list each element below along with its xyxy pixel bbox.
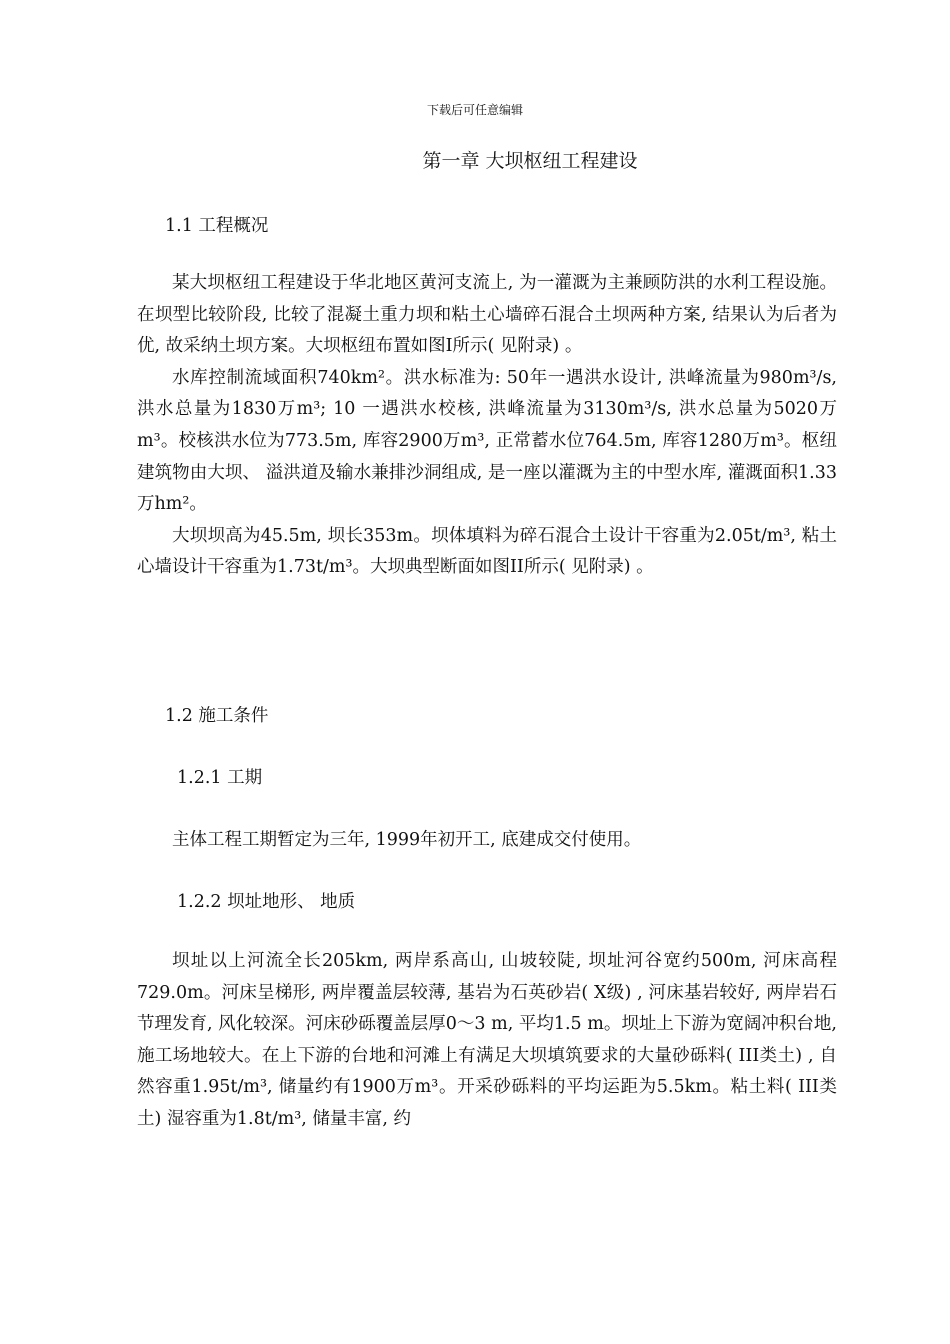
paragraph-schedule: 主体工程工期暂定为三年, 1999年初开工, 底建成交付使用。 xyxy=(172,830,642,850)
section-heading-1-2-2: 1.2.2 坝址地形、 地质 xyxy=(177,892,356,912)
paragraph-reservoir-data: 水库控制流域面积740km²。洪水标准为: 50年一遇洪水设计, 洪峰流量为980m³/s, 洪水总量为1830万m³; 10 一遇洪水校核, 洪峰流量为3130m³/s, 洪水总量为5020万m³。校核洪水位为773.5m, 库容2900万m³, 正常蓄水位764.5m, 库容1280万m³。枢纽建筑物由大坝、 溢洪道及输水兼排沙洞组成, 是一座以灌溉为主的中型水库, 灌溉面积1.33万hm²。 xyxy=(137,367,837,515)
paragraph-topography-geology: 坝址以上河流全长205km, 两岸系高山, 山坡较陡, 坝址河谷宽约500m, 河床高程729.0m。河床呈梯形, 两岸覆盖层较薄, 基岩为石英砂岩( X级) , 河床基岩较好, 两岸岩石节理发育, 风化较深。河床砂砾覆盖层厚0～3 m, 平均1.5 m。坝址上下游为宽阔冲积台地, 施工场地较大。在上下游的台地和河滩上有满足大坝填筑要求的大量砂砾料( III类土) , 自然容重1.95t/m³, 储量约有1900万m³。开采砂砾料的平均运距为5.5km。粘土料( III类土) 湿容重为1.8t/m³, 储量丰富, 约 xyxy=(137,951,837,1129)
paragraph-project-overview: 某大坝枢纽工程建设于华北地区黄河支流上, 为一灌溉为主兼顾防洪的水利工程设施。在坝型比较阶段, 比较了混凝土重力坝和粘土心墙碎石混合土坝两种方案, 结果认为后者为优, 故采纳土坝方案。大坝枢纽布置如图Ⅰ所示( 见附录) 。 xyxy=(137,273,837,357)
section-1-2-2-body xyxy=(137,946,837,1136)
section-1-1-body xyxy=(137,268,837,584)
chapter-title: 第一章 大坝枢纽工程建设 xyxy=(422,150,638,172)
section-heading-1-1: 1.1 工程概况 xyxy=(165,216,269,236)
section-heading-1-2: 1.2 施工条件 xyxy=(165,706,269,726)
paragraph-dam-dimensions: 大坝坝高为45.5m, 坝长353m。坝体填料为碎石混合土设计干容重为2.05t/m³, 粘土心墙设计干容重为1.73t/m³。大坝典型断面如图II所示( 见附录) 。 xyxy=(137,525,837,578)
section-heading-1-2-1: 1.2.1 工期 xyxy=(177,768,263,788)
header-note: 下载后可任意编辑 xyxy=(426,103,523,117)
